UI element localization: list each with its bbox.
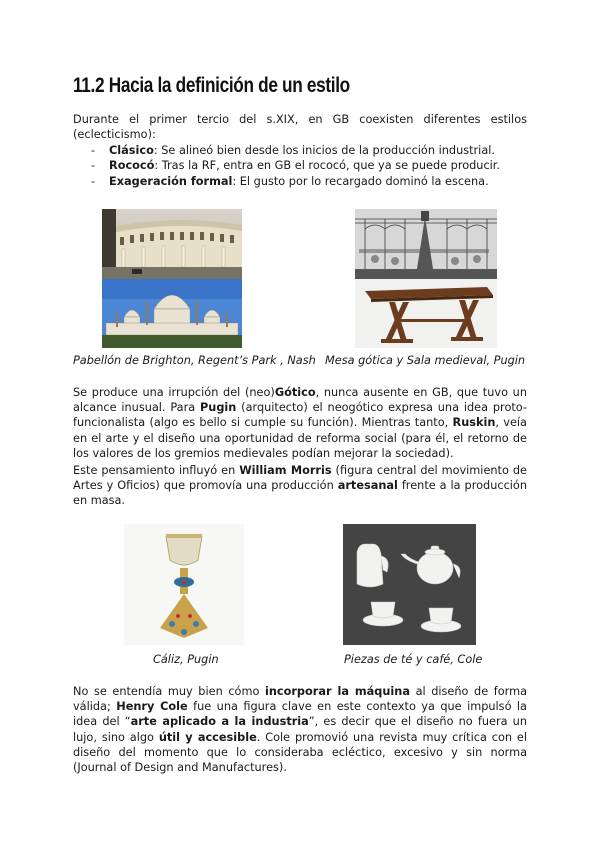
paragraph-cole: No se entendía muy bien cómo incorporar la máquina al diseño de forma válida; Henry Cole fue una figura clave en este contexto ya que impulsó la idea del “arte aplicado a la industria”, es decir que el diseño no fuera un lujo, sino algo útil y accesible. Cole promovió una revista muy crítica con el diseño del momento que lo consideraba ecléctico, excesivo y sin norma (Journal of Design and Manufactures). xyxy=(73,685,528,775)
brighton-pavilion-image xyxy=(102,279,242,348)
list-item: - Exageración formal: El gusto por lo recargado dominó la escena. xyxy=(91,174,489,188)
caption-tea: Piezas de té y café, Cole xyxy=(344,653,483,666)
medieval-hall-image xyxy=(355,209,497,279)
paragraph-morris: Este pensamiento influyó en William Morris (figura central del movimiento de Artes y Oficios) que promovía una producción artesanal frente a la producción en masa. xyxy=(73,464,527,508)
caption-chalice: Cáliz, Pugin xyxy=(153,653,219,666)
list-item: - Clásico: Se alineó bien desde los inicios de la producción industrial. xyxy=(91,144,495,157)
paragraph-gothic: Se produce una irrupción del (neo)Gótico, nunca ausente en GB, que tuvo un alcance inusual. Para Pugin (arquitecto) el neogótico expresa una idea proto-funcionalista (algo es bello si cumple su función). Mientras tanto, Ruskin, veía en el arte y el diseño una oportunidad de reforma social (para él, el retorno de los valores de los gremios medievales podían mejorar la sociedad). xyxy=(73,386,527,460)
gothic-table-image xyxy=(355,279,497,348)
styles-list xyxy=(73,143,527,189)
regents-park-image xyxy=(102,209,242,279)
caption-gothic: Mesa gótica y Sala medieval, Pugin xyxy=(325,354,526,367)
tea-set-image xyxy=(343,524,476,645)
chalice-image xyxy=(124,524,244,645)
intro-paragraph: Durante el primer tercio del s.XIX, en GB coexisten diferentes estilos (eclecticismo): xyxy=(73,113,527,142)
caption-pavilion: Pabellón de Brighton, Regent’s Park , Nash xyxy=(73,354,316,367)
page-title: 11.2 Hacia la definición de un estilo xyxy=(73,74,350,97)
list-item: - Rococó: Tras la RF, entra en GB el rococó, que ya se puede producir. xyxy=(91,159,501,173)
